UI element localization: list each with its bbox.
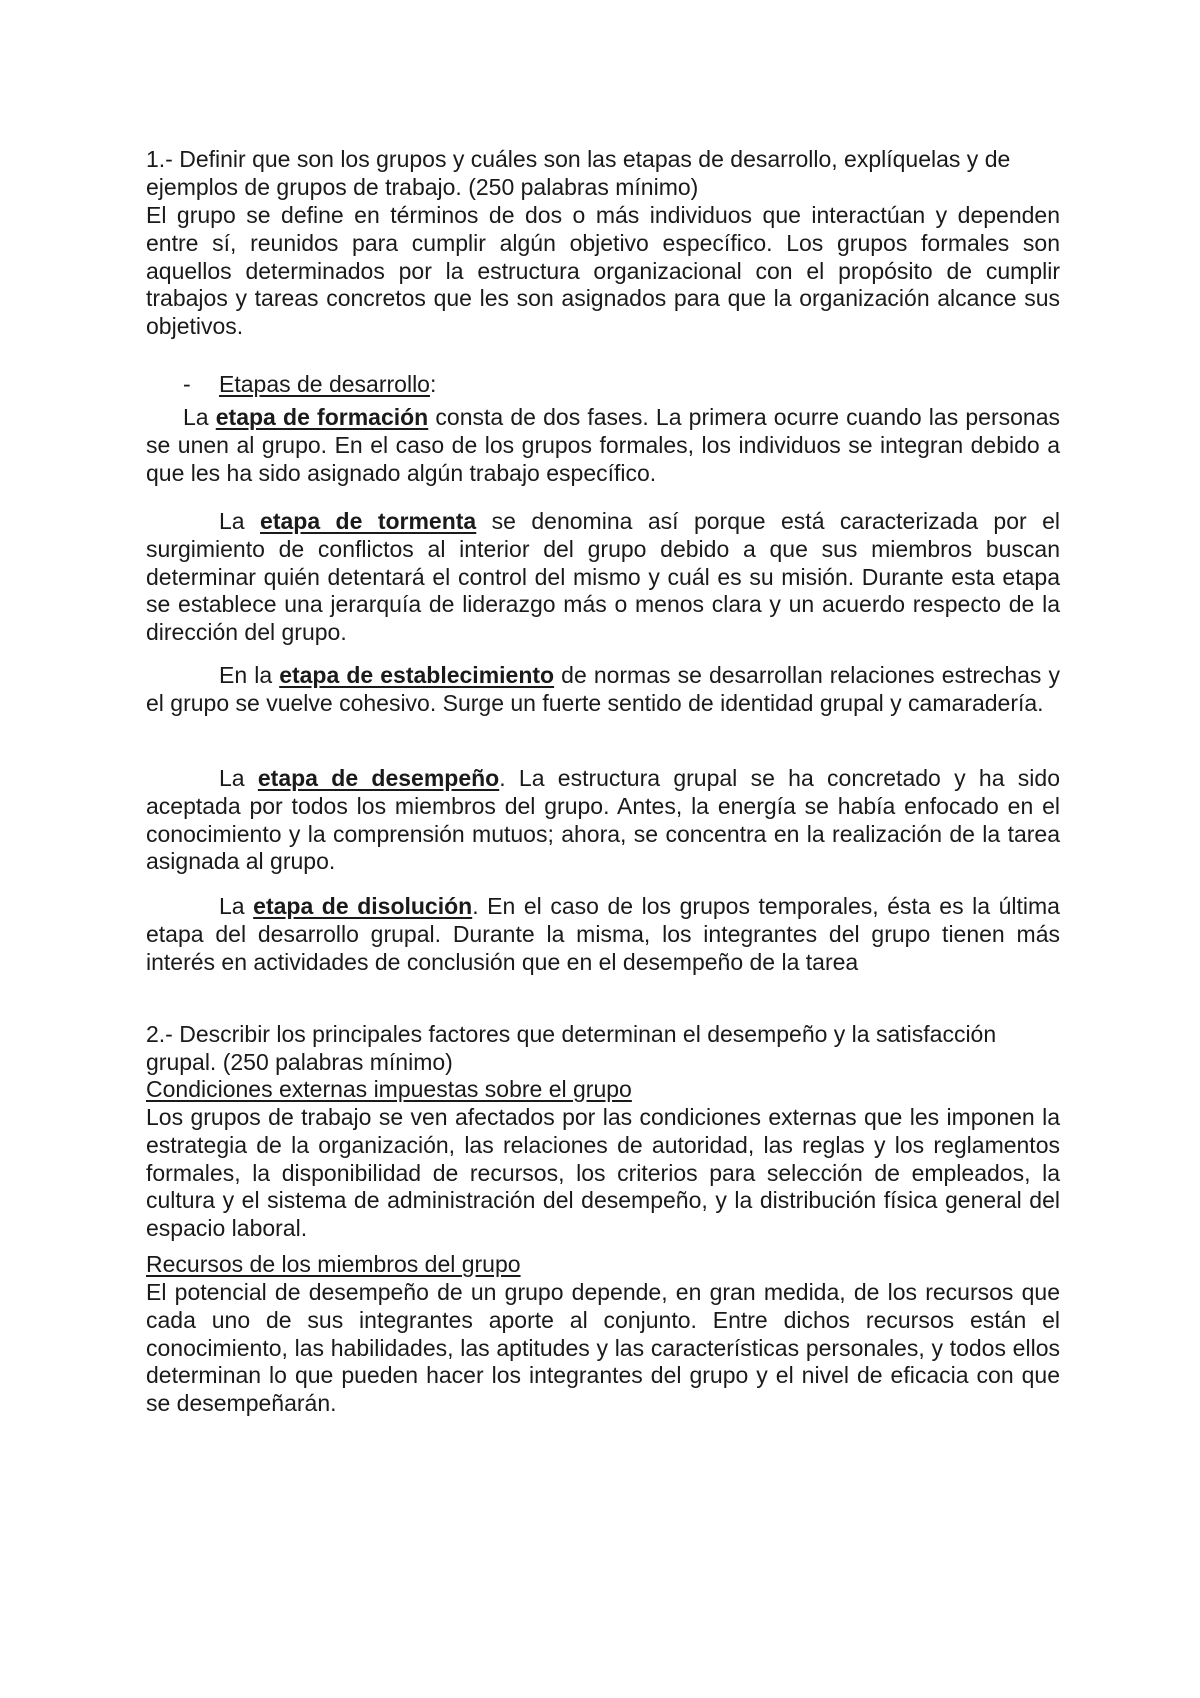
- stage-norming-term: etapa de establecimiento: [279, 662, 555, 688]
- stage-adjourning-text: . En el caso de los grupos temporales, ésta es la última etapa del desarrollo grupal. Durante la misma, los integrantes del grupo tienen más interés en actividades de conclusión que en el desempeño de la tarea: [146, 893, 1060, 975]
- member-resources-paragraph: El potencial de desempeño de un grupo depende, en gran medida, de los recursos que cada uno de sus integrantes aporte al conjunto. Entre dichos recursos están el conocimiento, las habilidades, las aptitudes y las características personales, y todos ellos determinan lo que pueden hacer los integrantes del grupo y el nivel de eficacia con que se desempeñarán.: [146, 1279, 1060, 1417]
- stage-performing-term: etapa de desempeño: [257, 765, 500, 791]
- stage-formation-lead: La: [183, 404, 216, 430]
- stage-formation-term: etapa de formación: [215, 404, 429, 430]
- question-1-intro-paragraph: El grupo se define en términos de dos o más individuos que interactúan y dependen entre sí, reunidos para cumplir algún objetivo específico. Los grupos formales son aquellos determinados por la estructura organizacional con el propósito de cumplir trabajos y tareas concretos que les son asignados para que la organización alcance sus objetivos.: [146, 202, 1060, 340]
- bullet-dash: -: [183, 371, 191, 397]
- question-2-heading: 2.- Describir los principales factores que determinan el desempeño y la satisfacción grupal. (250 palabras mínimo): [146, 1021, 997, 1075]
- stage-performing-paragraph: [146, 765, 1060, 876]
- stage-storming-text: se denomina así porque está caracterizada por el surgimiento de conflictos al interior del grupo debido a que sus miembros buscan determinar quién detentará el control del mismo y cuál es su misión. Durante esta etapa se establece una jerarquía de liderazgo más o menos clara y un acuerdo respecto de la dirección del grupo.: [146, 508, 1060, 646]
- document-page: [146, 0, 1060, 1698]
- stage-formation-text: consta de dos fases. La primera ocurre cuando las personas se unen al grupo. En el caso de los grupos formales, los individuos se integran debido a que les ha sido asignado algún trabajo específico.: [146, 404, 1060, 486]
- stage-norming-text: de normas se desarrollan relaciones estrechas y el grupo se vuelve cohesivo. Surge un fuerte sentido de identidad grupal y camaradería.: [146, 662, 1060, 716]
- stage-storming-lead: La: [219, 508, 261, 534]
- stage-norming-lead: En la: [219, 662, 280, 688]
- stages-bullet: [183, 371, 783, 399]
- stage-formation-paragraph: [146, 404, 1060, 487]
- stages-bullet-label: Etapas de desarrollo: [219, 371, 430, 397]
- question-1-heading: 1.- Definir que son los grupos y cuáles son las etapas de desarrollo, explíquelas y de ejemplos de grupos de trabajo. (250 palabras mínimo): [146, 146, 1011, 200]
- stage-storming-paragraph: [146, 508, 1060, 647]
- stage-adjourning-lead: La: [219, 893, 254, 919]
- member-resources-title: Recursos de los miembros del grupo: [146, 1251, 521, 1277]
- stage-norming-paragraph: [146, 662, 1060, 718]
- stage-storming-term: etapa de tormenta: [260, 508, 477, 534]
- stage-performing-text: . La estructura grupal se ha concretado y ha sido aceptada por todos los miembros del grupo. Antes, la energía se había enfocado en el conocimiento y la comprensión mutuos; ahora, se concentra en la realización de la tarea asignada al grupo.: [146, 765, 1060, 875]
- external-conditions-paragraph: Los grupos de trabajo se ven afectados por las condiciones externas que les imponen la estrategia de la organización, las relaciones de autoridad, las reglas y los reglamentos formales, la disponibilidad de recursos, los criterios para selección de empleados, la cultura y el sistema de administración del desempeño, y la distribución física general del espacio laboral.: [146, 1104, 1060, 1242]
- stages-bullet-colon: :: [429, 371, 437, 397]
- stage-performing-lead: La: [219, 765, 258, 791]
- stage-adjourning-paragraph: [146, 893, 1060, 976]
- stage-adjourning-term: etapa de disolución: [253, 893, 473, 919]
- external-conditions-title: Condiciones externas impuestas sobre el grupo: [146, 1076, 632, 1102]
